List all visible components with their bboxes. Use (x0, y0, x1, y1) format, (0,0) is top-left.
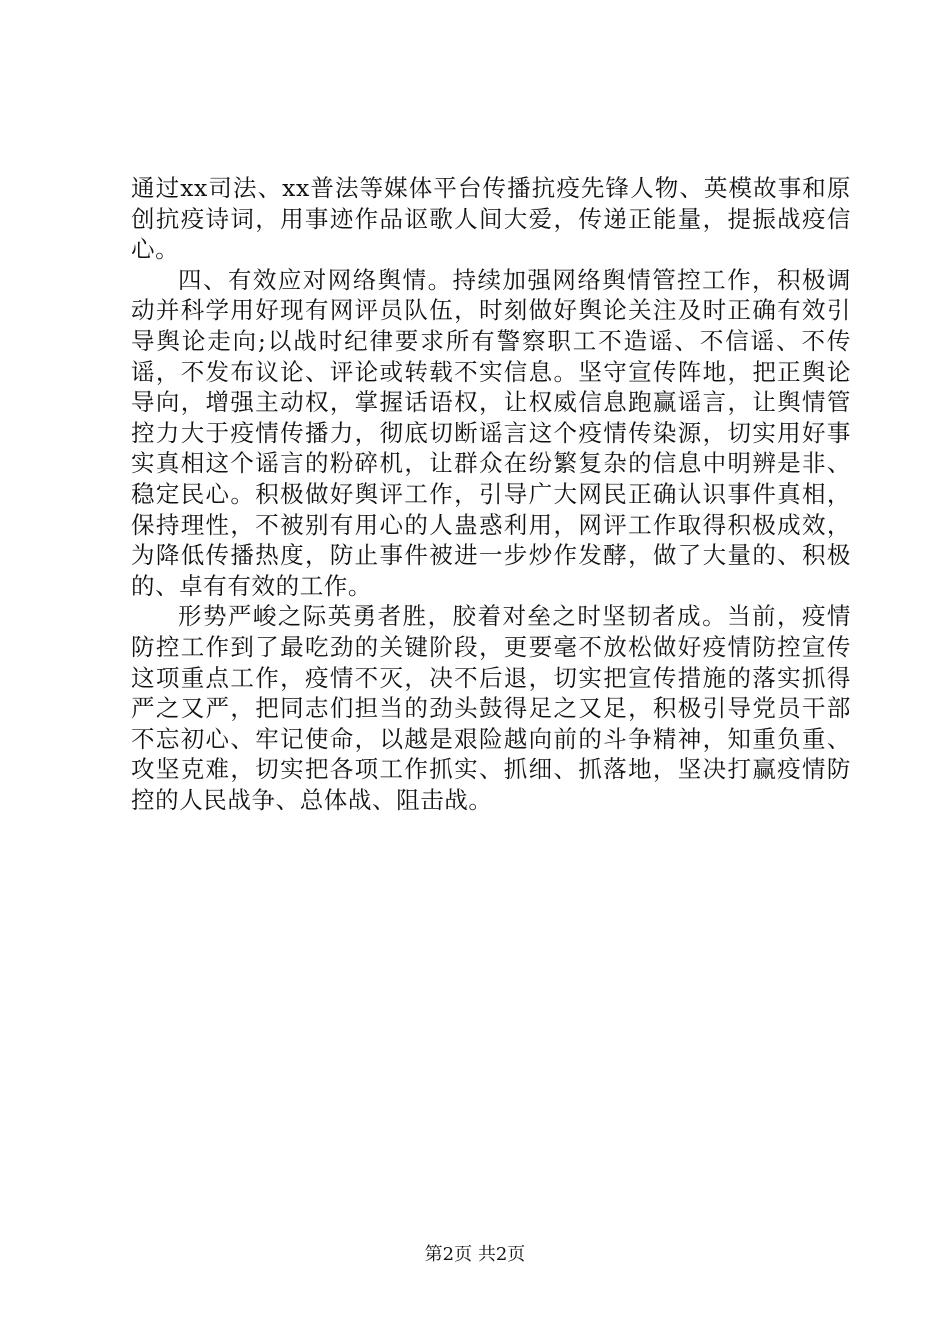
document-body (131, 173, 851, 815)
paragraph-continuation: 通过xx司法、xx普法等媒体平台传播抗疫先锋人物、英模故事和原创抗疫诗词，用事迹作品讴歌人间大爱，传递正能量，提振战疫信心。 (131, 174, 851, 264)
paragraph-conclusion: 形势严峻之际英勇者胜，胶着对垒之时坚韧者成。当前，疫情防控工作到了最吃劲的关键阶段，更要毫不放松做好疫情防控宣传这项重点工作，疫情不灭，决不后退，切实把宣传措施的落实抓得严之又严，把同志们担当的劲头鼓得足之又足，积极引导党员干部不忘初心、牢记使命，以越是艰险越向前的斗争精神，知重负重、攻坚克难，切实把各项工作抓实、抓细、抓落地，坚决打赢疫情防控的人民战争、总体战、阻击战。 (131, 602, 851, 814)
paragraph-network-opinion: 四、有效应对网络舆情。持续加强网络舆情管控工作，积极调动并科学用好现有网评员队伍，时刻做好舆论关注及时正确有效引导舆论走向;以战时纪律要求所有警察职工不造谣、不信谣、不传谣，不发布议论、评论或转载不实信息。坚守宣传阵地，把正舆论导向，增强主动权，掌握话语权，让权威信息跑赢谣言，让舆情管控力大于疫情传播力，彻底切断谣言这个疫情传染源，切实用好事实真相这个谣言的粉碎机，让群众在纷繁复杂的信息中明辨是非、稳定民心。积极做好舆评工作，引导广大网民正确认识事件真相，保持理性，不被别有用心的人蛊惑利用，网评工作取得积极成效，为降低传播热度，防止事件被进一步炒作发酵，做了大量的、积极的、卓有有效的工作。 (131, 265, 851, 600)
page-number-label: 第2页 共2页 (424, 1244, 526, 1265)
page-footer (0, 1243, 950, 1267)
